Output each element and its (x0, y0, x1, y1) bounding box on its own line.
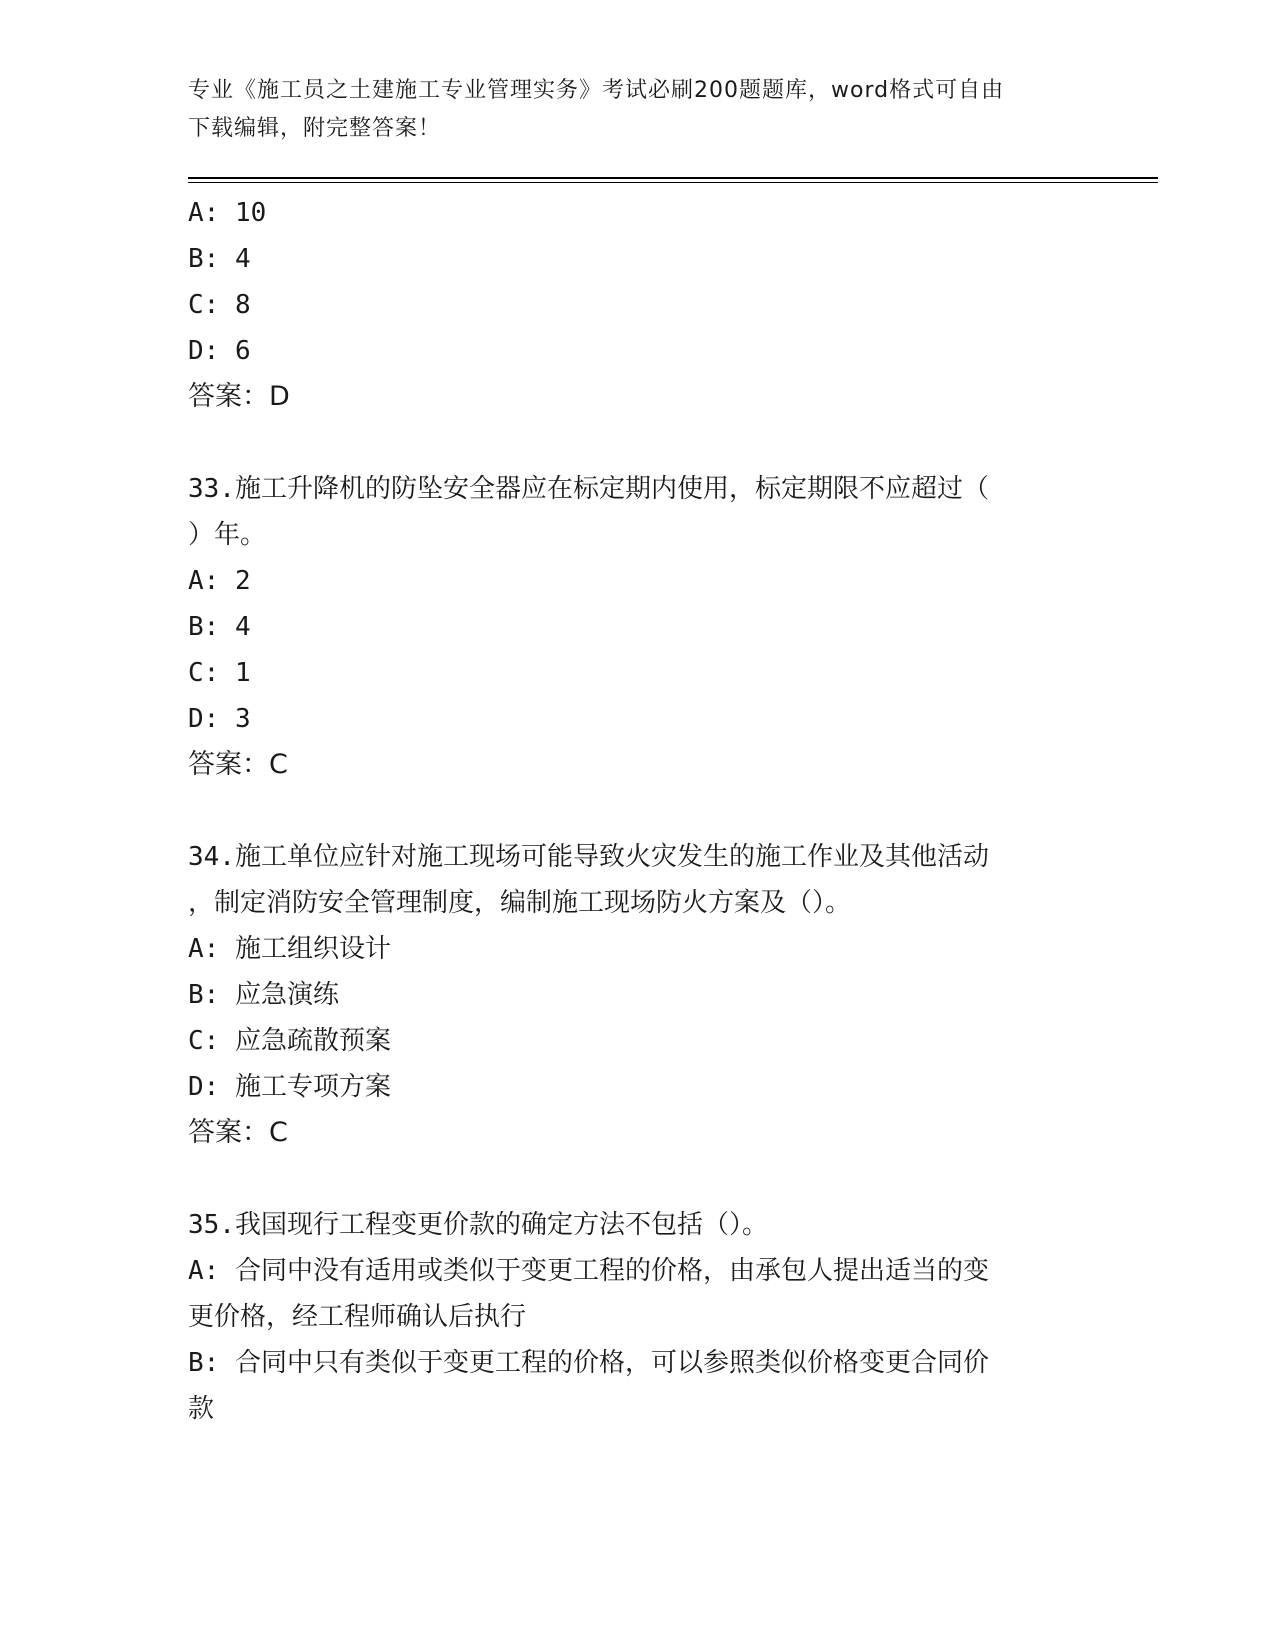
question-35 (188, 1202, 1088, 1432)
question-list (188, 190, 1088, 1432)
page-header (188, 72, 1088, 148)
option-c: C: 应急疏散预案 (188, 1026, 391, 1056)
option-a: A: 2 (188, 566, 251, 596)
question-stem-line-2: ，制定消防安全管理制度，编制施工现场防火方案及（）。 (188, 888, 852, 918)
option-b-line-1: B: 合同中只有类似于变更工程的价格，可以参照类似价格变更合同价 (188, 1348, 989, 1378)
header-divider-thin (188, 182, 1158, 183)
option-c: C: 8 (188, 290, 251, 320)
spacer (188, 788, 1088, 834)
spacer (188, 1156, 1088, 1202)
header-title-line-1: 专业《施工员之土建施工专业管理实务》考试必刷200题题库，word格式可自由 (188, 78, 1005, 103)
question-stem-line-2: ）年。 (188, 520, 267, 550)
option-a: A: 10 (188, 198, 267, 228)
option-b-line-2: 款 (188, 1394, 215, 1424)
option-d: D: 3 (188, 704, 251, 734)
question-32 (188, 190, 1088, 420)
question-stem-line-1: 35.我国现行工程变更价款的确定方法不包括（）。 (188, 1210, 768, 1240)
option-a: A: 施工组织设计 (188, 934, 391, 964)
answer: 答案：C (188, 749, 288, 780)
option-b: B: 4 (188, 612, 251, 642)
option-a-line-1: A: 合同中没有适用或类似于变更工程的价格，由承包人提出适当的变 (188, 1256, 989, 1286)
answer: 答案：C (188, 1117, 288, 1148)
option-d: D: 6 (188, 336, 251, 366)
option-b: B: 4 (188, 244, 251, 274)
question-stem-line-1: 34.施工单位应针对施工现场可能导致火灾发生的施工作业及其他活动 (188, 842, 989, 872)
spacer (188, 420, 1088, 466)
header-title-line-2: 下载编辑，附完整答案！ (188, 116, 442, 141)
question-33 (188, 466, 1088, 788)
option-d: D: 施工专项方案 (188, 1072, 391, 1102)
option-b: B: 应急演练 (188, 980, 339, 1010)
question-stem-line-1: 33.施工升降机的防坠安全器应在标定期内使用，标定期限不应超过（ (188, 474, 989, 504)
question-34 (188, 834, 1088, 1156)
header-divider-thick (188, 177, 1158, 179)
answer: 答案：D (188, 381, 290, 412)
option-c: C: 1 (188, 658, 251, 688)
option-a-line-2: 更价格，经工程师确认后执行 (188, 1302, 527, 1332)
